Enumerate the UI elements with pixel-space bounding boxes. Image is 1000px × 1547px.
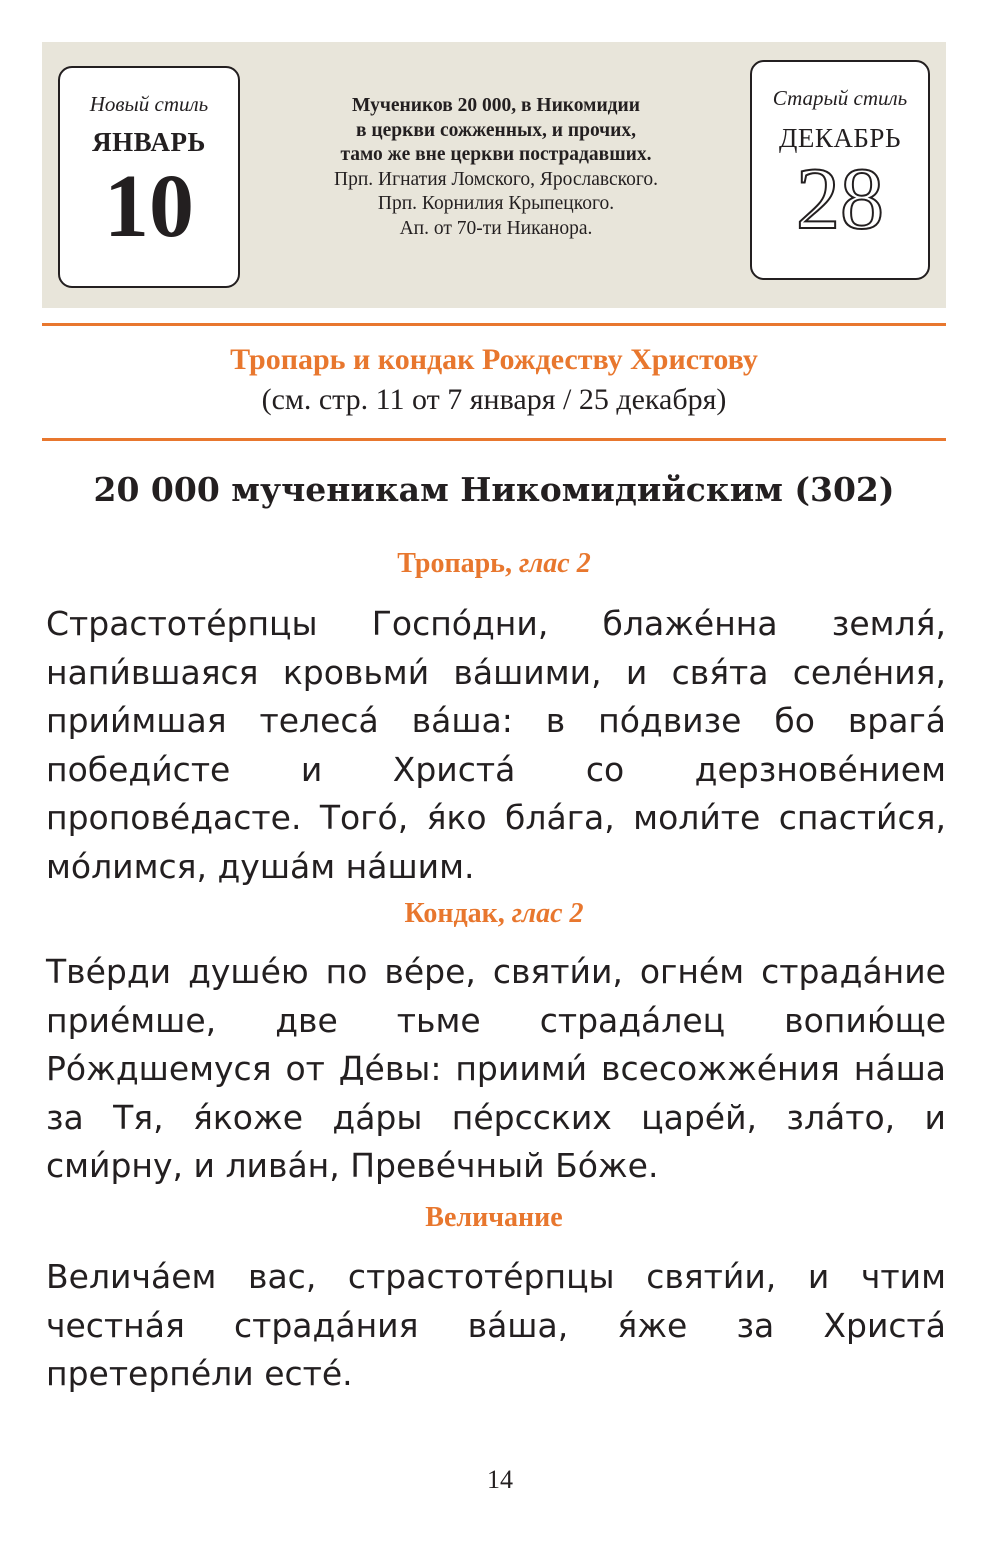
nativity-troparion-note: [42, 340, 946, 420]
commemoration-line: Мучеников 20 000, в Никомидии: [351, 95, 641, 116]
kontakion-tone: глас 2: [511, 898, 584, 929]
kontakion-heading: [42, 898, 946, 930]
nativity-troparion-title: Тропарь и кондак Рождеству Христову: [230, 343, 758, 376]
commemoration-line: в церкви сожженных, и прочих,: [355, 119, 637, 141]
new-style-date-box: [58, 66, 240, 288]
new-style-day: 10: [104, 157, 194, 256]
nativity-troparion-reference: (см. стр. 11 от 7 января / 25 декабря): [261, 383, 727, 416]
commemorations: [250, 94, 742, 241]
new-style-month: ЯНВАРЬ: [92, 127, 206, 157]
old-style-month: ДЕКАБРЬ: [779, 123, 901, 153]
megalynarion-heading: Величание: [425, 1202, 563, 1233]
new-style-label: Новый стиль: [89, 92, 209, 116]
old-style-date-box: [750, 60, 930, 280]
page-number: 14: [487, 1465, 513, 1494]
old-style-day: 28: [796, 151, 884, 248]
bottom-divider: [42, 438, 946, 441]
commemoration-line: тамо же вне церкви пострадавших.: [340, 144, 652, 165]
commemoration-line: Прп. Игнатия Ломского, Ярославского.: [334, 168, 658, 190]
troparion-title: Тропарь,: [397, 548, 512, 579]
troparion-heading: [42, 548, 946, 580]
commemoration-line: Ап. от 70-ти Никанора.: [399, 217, 593, 239]
commemoration-line: Прп. Корнилия Крыпецкого.: [377, 193, 615, 214]
troparion-text: Страстоте́рпцы Госпо́дни, блаже́нна земля́, напи́вшаяся кровьми́ ва́шими, и свя́та селе́ния, прии́мшая телеса́ ва́ша: в по́двизе бо врага́ победи́сте и Христа́ со дерзнове́нием пропове́дасте. Того́, я́ко бла́га, моли́те спасти́ся, мо́лимся, душа́м на́шим.: [46, 604, 946, 886]
megalynarion-text: Велича́ем вас, страстоте́рпцы святи́и, и чтим честна́я страда́ния ва́ша, я́же за Христа́ претерпе́ли есте́.: [46, 1257, 946, 1393]
page-title: 20 000 мученикам Никомидийским (302): [93, 470, 895, 509]
old-style-label: Старый стиль: [772, 86, 908, 110]
kontakion-text: Тве́рди душе́ю по ве́ре, святи́и, огне́м страда́ние прие́мше, две тьме страда́лец вопию́ще Ро́ждшемуся от Де́вы: приими́ всесожже́ния на́ша за Тя, я́коже да́ры пе́рсских царе́й, зла́то, и сми́рну, и лива́н, Преве́чный Бо́же.: [46, 952, 946, 1185]
top-divider: [42, 323, 946, 326]
kontakion-title: Кондак,: [404, 898, 505, 929]
troparion-tone: глас 2: [518, 548, 591, 579]
